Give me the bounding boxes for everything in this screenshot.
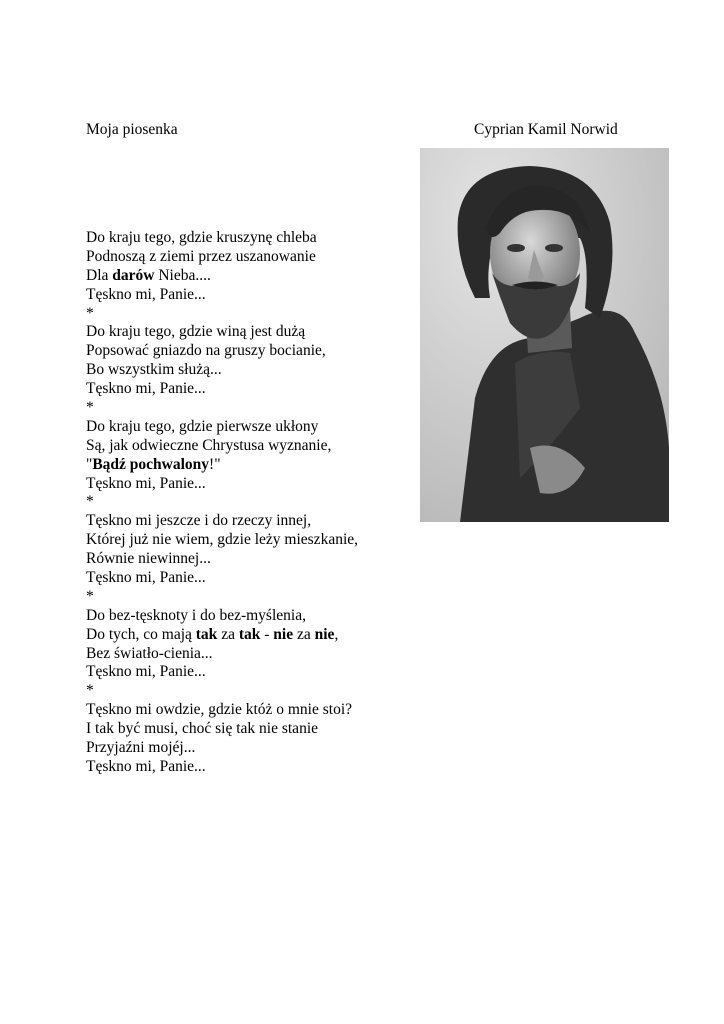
line-text: ": [86, 455, 93, 473]
line-text: *: [86, 399, 94, 417]
poem-line: [86, 475, 358, 494]
poem-line: [86, 720, 358, 739]
line-text: Podnoszą z ziemi przez uszanowanie: [86, 247, 316, 265]
poem-line: [86, 361, 358, 380]
poem-line: [86, 267, 358, 286]
line-text: Do kraju tego, gdzie kruszynę chleba: [86, 229, 317, 246]
line-text: ,: [334, 625, 339, 643]
poem-line: [86, 645, 358, 664]
poem-line: [86, 512, 358, 531]
emphasized-word: nie: [273, 625, 294, 643]
poem-line: [86, 418, 358, 437]
line-text: Bo wszystkim służą...: [86, 361, 222, 379]
stanza-separator: [86, 399, 358, 418]
poem-line: [86, 323, 358, 342]
poem-title: Moja piosenka: [86, 121, 178, 138]
line-text: Równie niewinnej...: [86, 550, 211, 568]
line-text: za: [293, 625, 315, 643]
poem-line: [86, 437, 358, 456]
line-text: Tęskno mi, Panie...: [86, 474, 206, 492]
stanza-separator: [86, 493, 358, 512]
poem-line: [86, 701, 358, 720]
line-text: Bez światło-cienia...: [86, 644, 213, 662]
stanza-separator: [86, 588, 358, 607]
line-text: !": [209, 455, 221, 473]
stanza-separator: [86, 305, 358, 324]
portrait-photo-icon: [420, 148, 669, 522]
line-text: Są, jak odwieczne Chrystusa wyznanie,: [86, 436, 332, 454]
line-text: Do bez-tęsknoty i do bez-myślenia,: [86, 606, 306, 624]
poem-line: [86, 607, 358, 626]
poem-line: [86, 550, 358, 569]
line-text: Której już nie wiem, gdzie leży mieszkanie,: [86, 531, 359, 549]
poem-line: [86, 626, 358, 645]
line-text: Dla: [86, 266, 113, 284]
line-text: Popsować gniazdo na gruszy bocianie,: [86, 342, 326, 360]
line-text: Przyjaźni mojéj...: [86, 739, 196, 757]
line-text: *: [86, 304, 94, 322]
poem-line: [86, 286, 358, 305]
poem-line: [86, 380, 358, 399]
emphasized-word: nie: [314, 625, 335, 643]
poem-line: [86, 663, 358, 682]
line-text: *: [86, 493, 94, 511]
emphasized-word: tak: [238, 625, 261, 643]
stanza-separator: [86, 682, 358, 701]
emphasized-word: tak: [195, 625, 218, 643]
author-portrait: [420, 148, 669, 522]
line-text: Tęskno mi, Panie...: [86, 663, 206, 681]
poem-line: [86, 456, 358, 475]
poem-line: [86, 248, 358, 267]
line-text: Tęskno mi, Panie...: [86, 569, 206, 587]
line-text: Do kraju tego, gdzie pierwsze ukłony: [86, 417, 319, 435]
line-text: Tęskno mi jeszcze i do rzeczy innej,: [86, 512, 312, 530]
poem-line: [86, 569, 358, 588]
author-name: Cyprian Kamil Norwid: [474, 121, 618, 138]
line-text: *: [86, 682, 94, 700]
poem-line: [86, 758, 358, 777]
line-text: Do kraju tego, gdzie winą jest dużą: [86, 323, 306, 341]
line-text: Tęskno mi, Panie...: [86, 285, 206, 303]
poem-body: [86, 229, 358, 777]
poem-line: [86, 342, 358, 361]
line-text: *: [86, 587, 94, 605]
emphasized-word: darów: [112, 266, 155, 284]
poem-line: [86, 531, 358, 550]
line-text: I tak być musi, choć się tak nie stanie: [86, 720, 319, 738]
line-text: za: [217, 625, 239, 643]
line-text: Tęskno mi, Panie...: [86, 757, 206, 775]
line-text: Do tych, co mają: [86, 625, 196, 643]
line-text: Tęskno mi, Panie...: [86, 380, 206, 398]
line-text: Nieba....: [154, 266, 211, 284]
poem-line: [86, 229, 358, 248]
line-text: Tęskno mi owdzie, gdzie któż o mnie stoi?: [86, 701, 353, 719]
line-text: -: [260, 625, 274, 643]
emphasized-word: Bądź pochwalony: [92, 455, 210, 473]
poem-line: [86, 739, 358, 758]
